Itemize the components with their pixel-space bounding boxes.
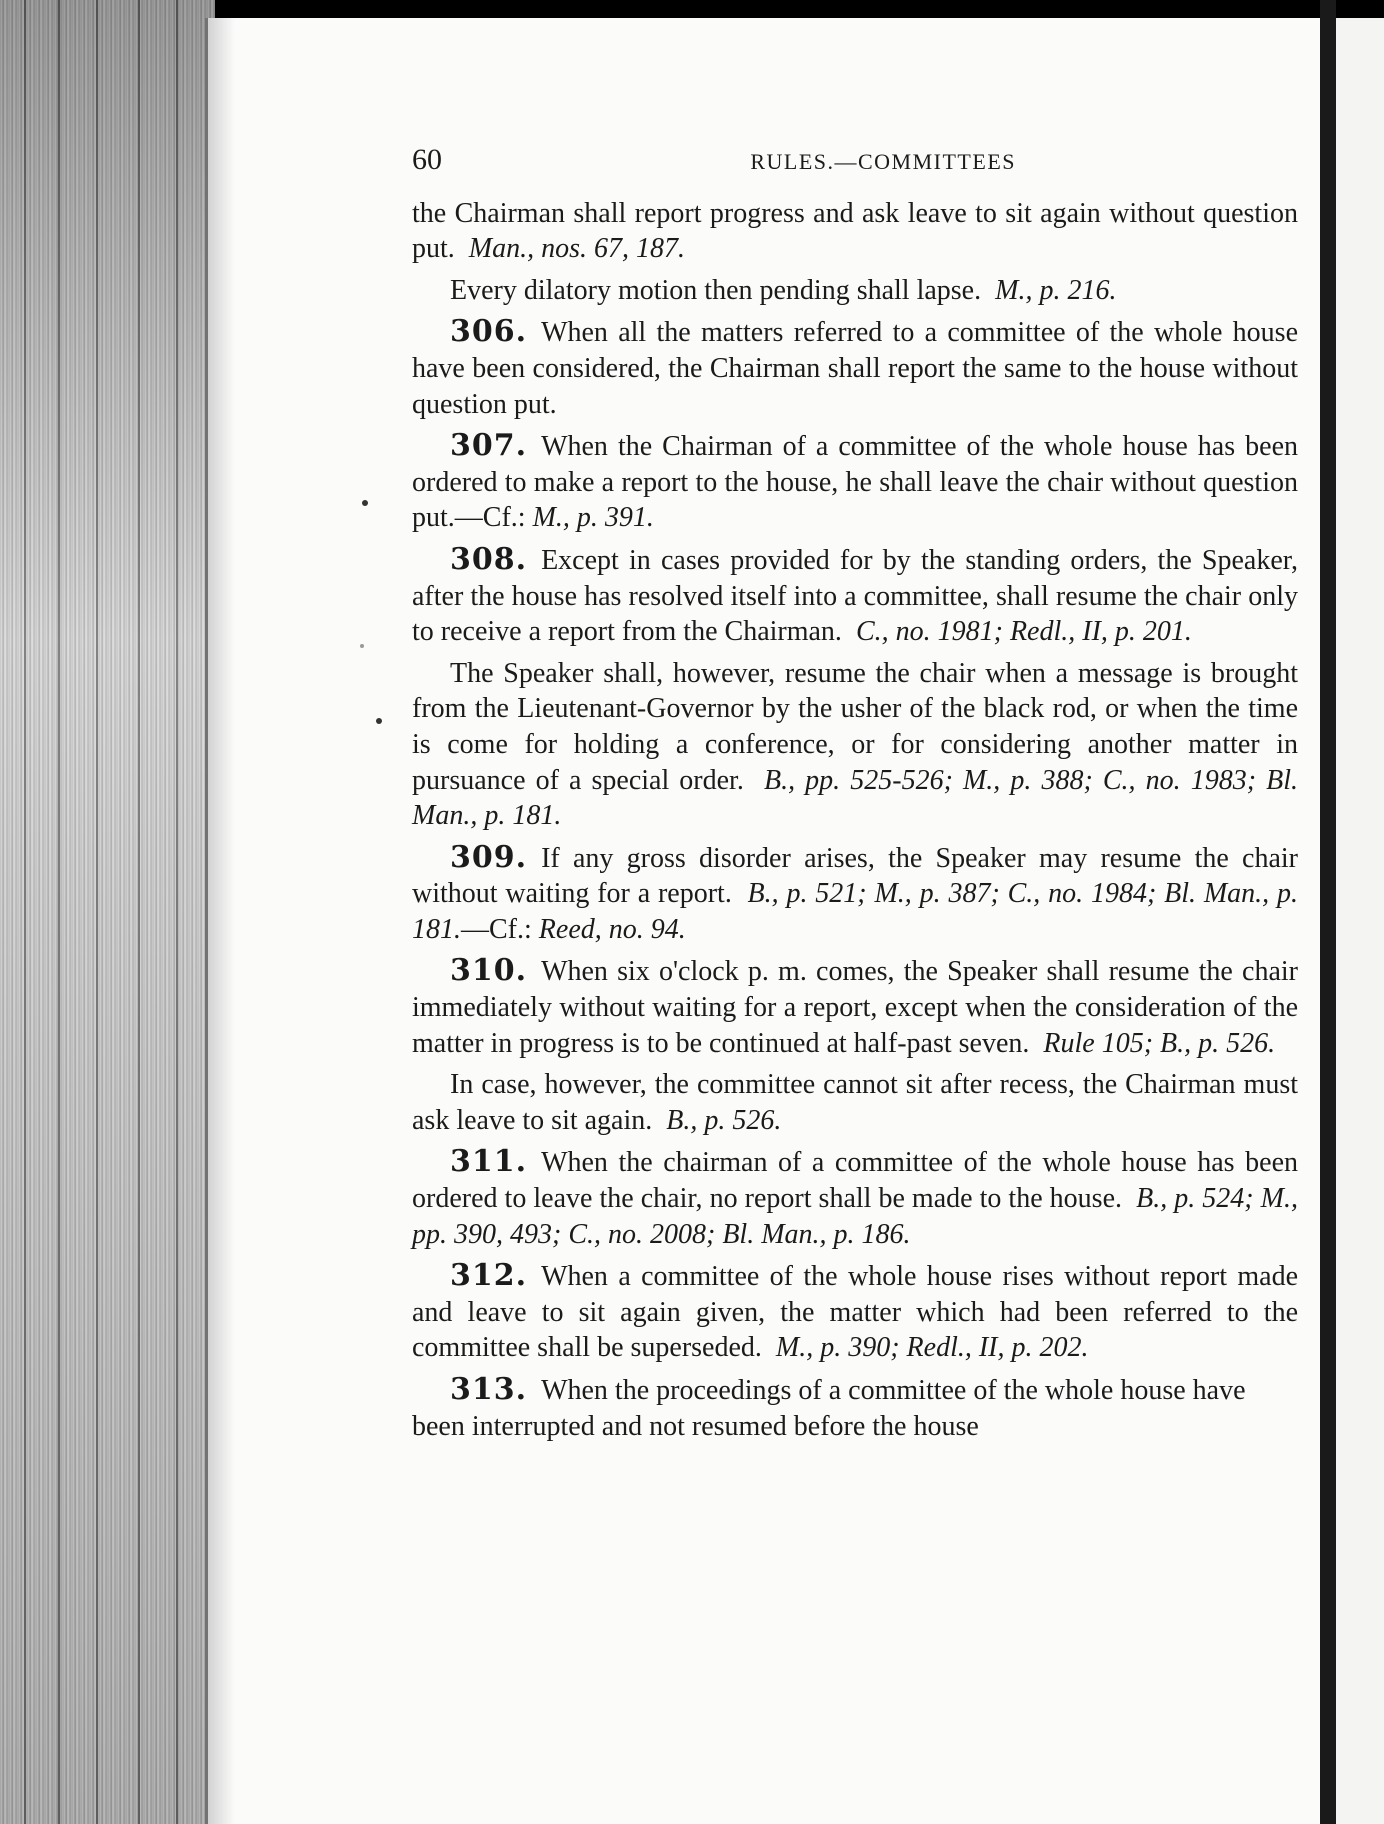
rule-310: [412, 953, 1298, 1061]
rule-313: [412, 1372, 1298, 1444]
paragraph-text: —Cf.:: [461, 913, 532, 945]
citation: M., p. 390; Redl., II, p. 202.: [775, 1332, 1089, 1364]
paragraph-text: the Chairman shall report progress and ask leave to sit again without question put.: [412, 197, 1298, 265]
citation: Rule 105; B., p. 526.: [1043, 1027, 1276, 1059]
rule-number: 307.: [450, 428, 528, 464]
margin-mark: [362, 500, 368, 506]
citation: B., p. 524; M., pp. 390, 493; C., no. 2008; Bl. Man., p. 186.: [412, 1183, 1298, 1250]
citation: C., no. 1981; Redl., II, p. 201.: [855, 616, 1192, 648]
paragraph-text: When a committee of the whole house rises without report made and leave to sit again given, the matter which had been referred to the committee shall be superseded.: [412, 1261, 1298, 1364]
paragraph-text: If any gross disorder arises, the Speaker may resume the chair without waiting for a report.: [412, 842, 1298, 910]
rule-309: [412, 840, 1298, 948]
page-edge-line: [24, 0, 26, 1824]
margin-mark: [360, 644, 364, 648]
paragraph-text: When the chairman of a committee of the whole house has been ordered to leave the chair, no report shall be made to the house.: [412, 1147, 1298, 1215]
paragraph-text: When six o'clock p. m. comes, the Speaker shall resume the chair immediately without waiting for a report, except when the consideration of the matter in progress is to be continued at half-past seven.: [412, 956, 1298, 1059]
rule-number: 312.: [450, 1258, 528, 1294]
paragraph: [412, 273, 1298, 309]
rule-number: 311.: [450, 1144, 528, 1180]
citation: B., p. 521; M., p. 387; C., no. 1984; Bl. Man., p. 181.: [412, 878, 1298, 945]
rule-number: 310.: [450, 953, 528, 989]
citation: B., p. 526.: [666, 1104, 782, 1136]
citation: M., p. 216.: [995, 274, 1117, 306]
citation: Reed, no. 94.: [538, 913, 686, 945]
paragraph-text: When the Chairman of a committee of the whole house has been ordered to make a report to the house, he shall leave the chair without question put.—Cf.:: [412, 431, 1298, 534]
paragraph: [412, 196, 1298, 267]
paragraph-text: When the proceedings of a committee of the whole house have been interrupted and not resumed before the house: [412, 1375, 1246, 1442]
running-head: RULES.—COMMITTEES: [750, 149, 1016, 174]
citation: Man., nos. 67, 187.: [468, 233, 686, 265]
page-edge-line: [138, 0, 140, 1824]
paragraph: [412, 1067, 1298, 1138]
rule-312: [412, 1258, 1298, 1366]
paragraph-text: In case, however, the committee cannot sit after recess, the Chairman must ask leave to sit again.: [412, 1069, 1298, 1136]
rule-number: 306.: [450, 314, 528, 350]
page-edge-line: [58, 0, 60, 1824]
page-shadow: [205, 18, 235, 1824]
rule-308: [412, 542, 1298, 650]
paragraph: [412, 656, 1298, 834]
facing-page-edge: [1336, 18, 1384, 1824]
paragraph-text: Except in cases provided for by the standing orders, the Speaker, after the house has resolved itself into a committee, shall resume the chair only to receive a report from the Chairman.: [412, 544, 1298, 648]
rule-number: 313.: [450, 1372, 528, 1407]
page-edge-line: [176, 0, 178, 1824]
book-gutter: [1320, 0, 1336, 1824]
rule-307: [412, 428, 1298, 536]
page-header: [412, 142, 1298, 180]
paragraph-text: Every dilatory motion then pending shall lapse.: [450, 274, 982, 306]
citation: M., p. 391.: [532, 502, 654, 534]
rule-number: 308.: [450, 541, 528, 577]
page-text: [412, 142, 1298, 1450]
rule-311: [412, 1144, 1298, 1252]
rule-306: [412, 314, 1298, 422]
page-edges-stack: [0, 0, 215, 1824]
page-number: 60: [412, 143, 442, 176]
paragraph-text: When all the matters referred to a committee of the whole house have been considered, the Chairman shall report the same to the house without question put.: [412, 317, 1298, 420]
page-edge-line: [96, 0, 98, 1824]
paragraph-text: The Speaker shall, however, resume the chair when a message is brought from the Lieutenant-Governor by the usher of the black rod, or when the time is come for holding a conference, or for considering another matter in pursuance of a special order.: [412, 657, 1298, 796]
rule-number: 309.: [450, 839, 528, 875]
citation: B., pp. 525-526; M., p. 388; C., no. 1983; Bl. Man., p. 181.: [412, 764, 1298, 832]
margin-mark: [376, 718, 382, 724]
